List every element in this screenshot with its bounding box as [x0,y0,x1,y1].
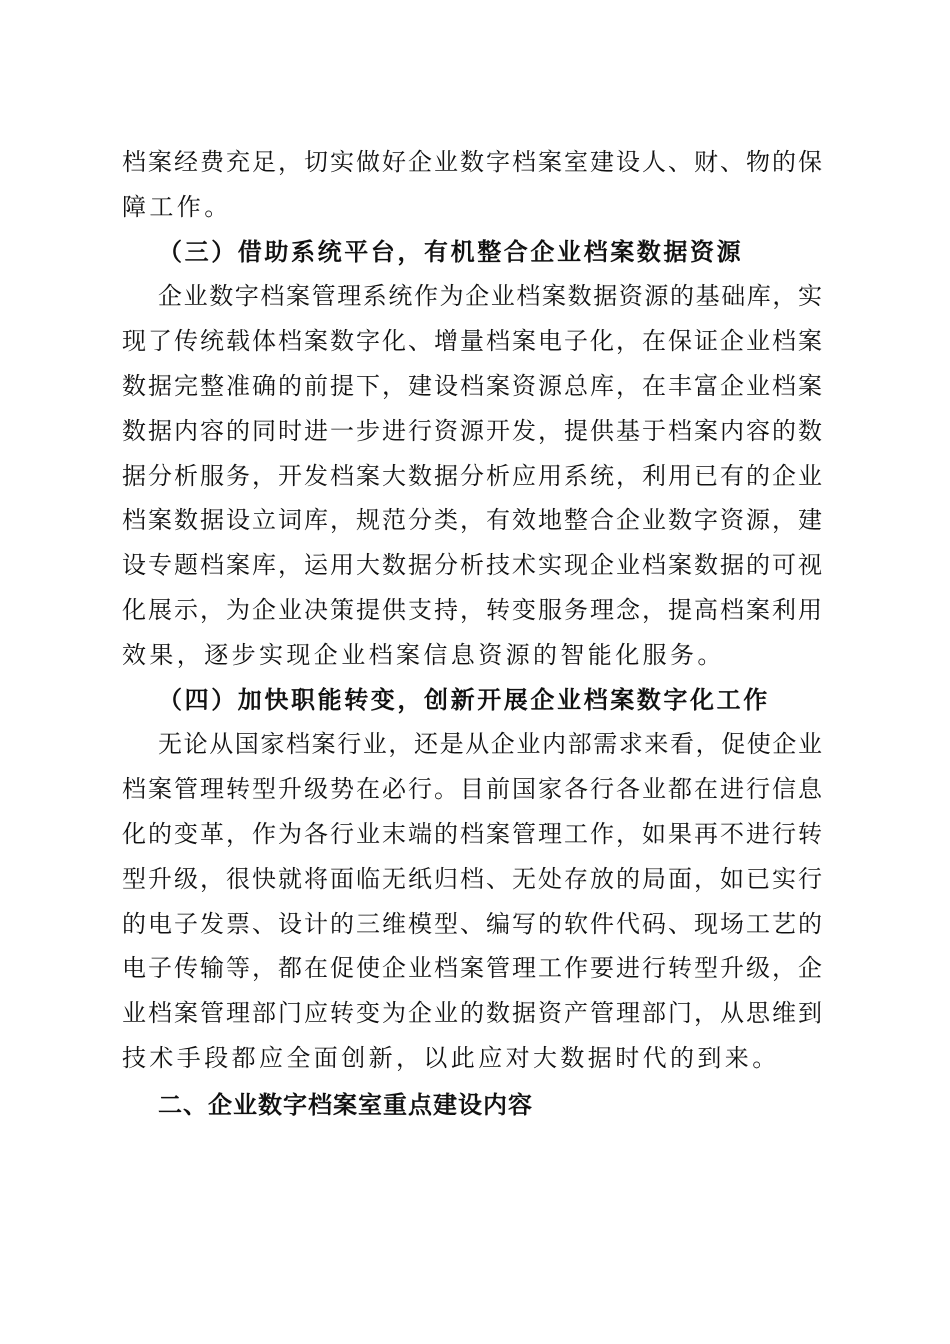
paragraph-line: 数据内容的同时进一步进行资源开发，提供基于档案内容的数 [122,416,822,445]
paragraph-line: 档案数据设立词库，规范分类，有效地整合企业数字资源，建 [122,506,822,535]
paragraph-line: 电子传输等，都在促使企业档案管理工作要进行转型升级，企 [122,954,822,983]
document-body [122,140,822,1128]
paragraph-line: 效果，逐步实现企业档案信息资源的智能化服务。 [122,640,725,669]
paragraph-line: 数据完整准确的前提下，建设档案资源总库，在丰富企业档案 [122,371,822,400]
paragraph-line: 无论从国家档案行业，还是从企业内部需求来看，促使企业 [158,730,822,759]
paragraph-line: 化展示，为企业决策提供支持，转变服务理念，提高档案利用 [122,595,822,624]
paragraph-line: 化的变革，作为各行业末端的档案管理工作，如果再不进行转 [122,819,822,848]
section-heading-4: （四）加快职能转变，创新开展企业档案数字化工作 [158,684,770,714]
section-heading-3: （三）借助系统平台，有机整合企业档案数据资源 [158,236,744,266]
section-heading-2: 二、企业数字档案室重点建设内容 [158,1090,533,1119]
paragraph-line: 企业数字档案管理系统作为企业档案数据资源的基础库，实 [158,282,822,311]
paragraph-line: 障工作。 [122,192,232,221]
paragraph-line: 据分析服务，开发档案大数据分析应用系统，利用已有的企业 [122,461,822,490]
paragraph-line: 的电子发票、设计的三维模型、编写的软件代码、现场工艺的 [122,909,822,938]
paragraph-line: 现了传统载体档案数字化、增量档案电子化，在保证企业档案 [122,327,822,356]
paragraph-line: 业档案管理部门应转变为企业的数据资产管理部门，从思维到 [122,999,822,1028]
paragraph-line: 技术手段都应全面创新，以此应对大数据时代的到来。 [122,1043,780,1072]
paragraph-line: 设专题档案库，运用大数据分析技术实现企业档案数据的可视 [122,551,822,580]
paragraph-line: 型升级，很快就将面临无纸归档、无处存放的局面，如已实行 [122,864,822,893]
paragraph-line: 档案管理转型升级势在必行。目前国家各行各业都在进行信息 [122,775,822,804]
paragraph-line: 档案经费充足，切实做好企业数字档案室建设人、财、物的保 [122,148,822,176]
